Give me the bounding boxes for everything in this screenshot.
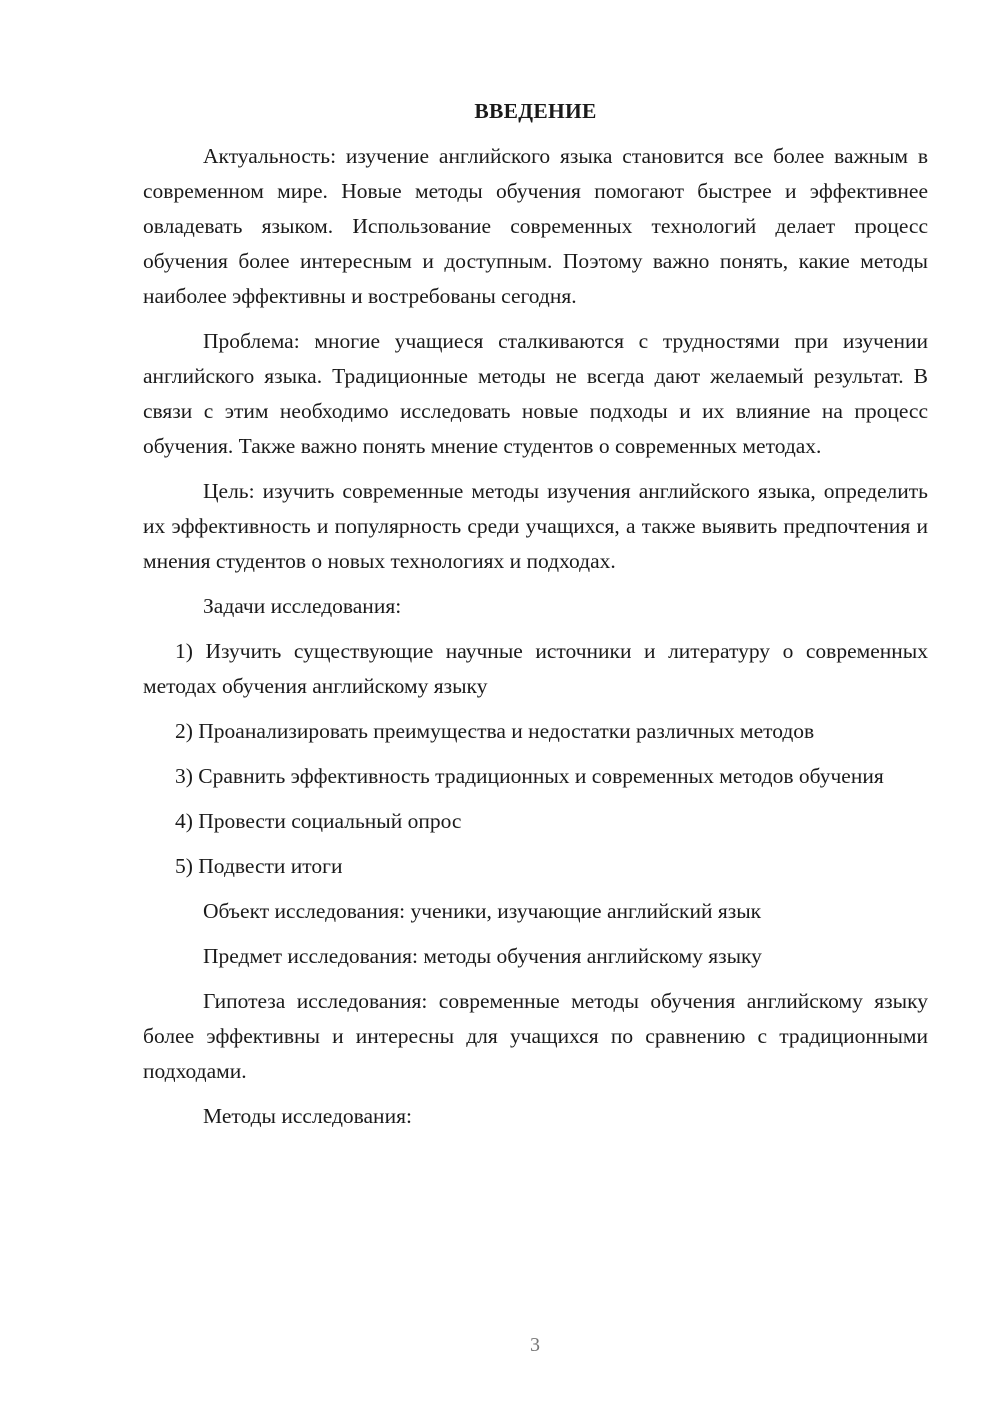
tasks-heading: Задачи исследования: xyxy=(203,594,402,618)
paragraph-problem: Проблема: многие учащиеся сталкиваются с трудностями при изучении английского языка. Традиционные методы не всегда дают желаемый результат. В связи с этим необходимо исследовать новые подходы и их влияние на процесс обучения. Также важно понять мнение студентов о современных методах. xyxy=(143,329,928,458)
research-subject: Предмет исследования: методы обучения английскому языку xyxy=(203,944,762,968)
paragraph-goal: Цель: изучить современные методы изучения английского языка, определить их эффективность и популярность среди учащихся, а также выявить предпочтения и мнения студентов о новых технологиях и подходах. xyxy=(143,479,928,573)
task-item-2: 2) Проанализировать преимущества и недостатки различных методов xyxy=(175,719,815,743)
document-title: ВВЕДЕНИЕ xyxy=(474,99,597,123)
task-item-1: 1) Изучить существующие научные источники и литературу о современных методах обучения английскому языку xyxy=(143,639,928,698)
research-object: Объект исследования: ученики, изучающие английский язык xyxy=(203,899,762,923)
task-item-4: 4) Провести социальный опрос xyxy=(175,809,462,833)
document-page xyxy=(143,94,928,1144)
page-number: 3 xyxy=(530,1334,540,1356)
research-hypothesis: Гипотеза исследования: современные методы обучения английскому языку более эффективны и интересны для учащихся по сравнению с традиционными подходами. xyxy=(143,989,928,1083)
task-item-3: 3) Сравнить эффективность традиционных и современных методов обучения xyxy=(175,764,884,788)
paragraph-relevance: Актуальность: изучение английского языка становится все более важным в современном мире. Новые методы обучения помогают быстрее и эффективнее овладевать языком. Использование современных технологий делает процесс обучения более интересным и доступным. Поэтому важно понять, какие методы наиболее эффективны и востребованы сегодня. xyxy=(143,144,928,308)
methods-heading: Методы исследования: xyxy=(203,1104,412,1128)
task-item-5: 5) Подвести итоги xyxy=(175,854,343,878)
